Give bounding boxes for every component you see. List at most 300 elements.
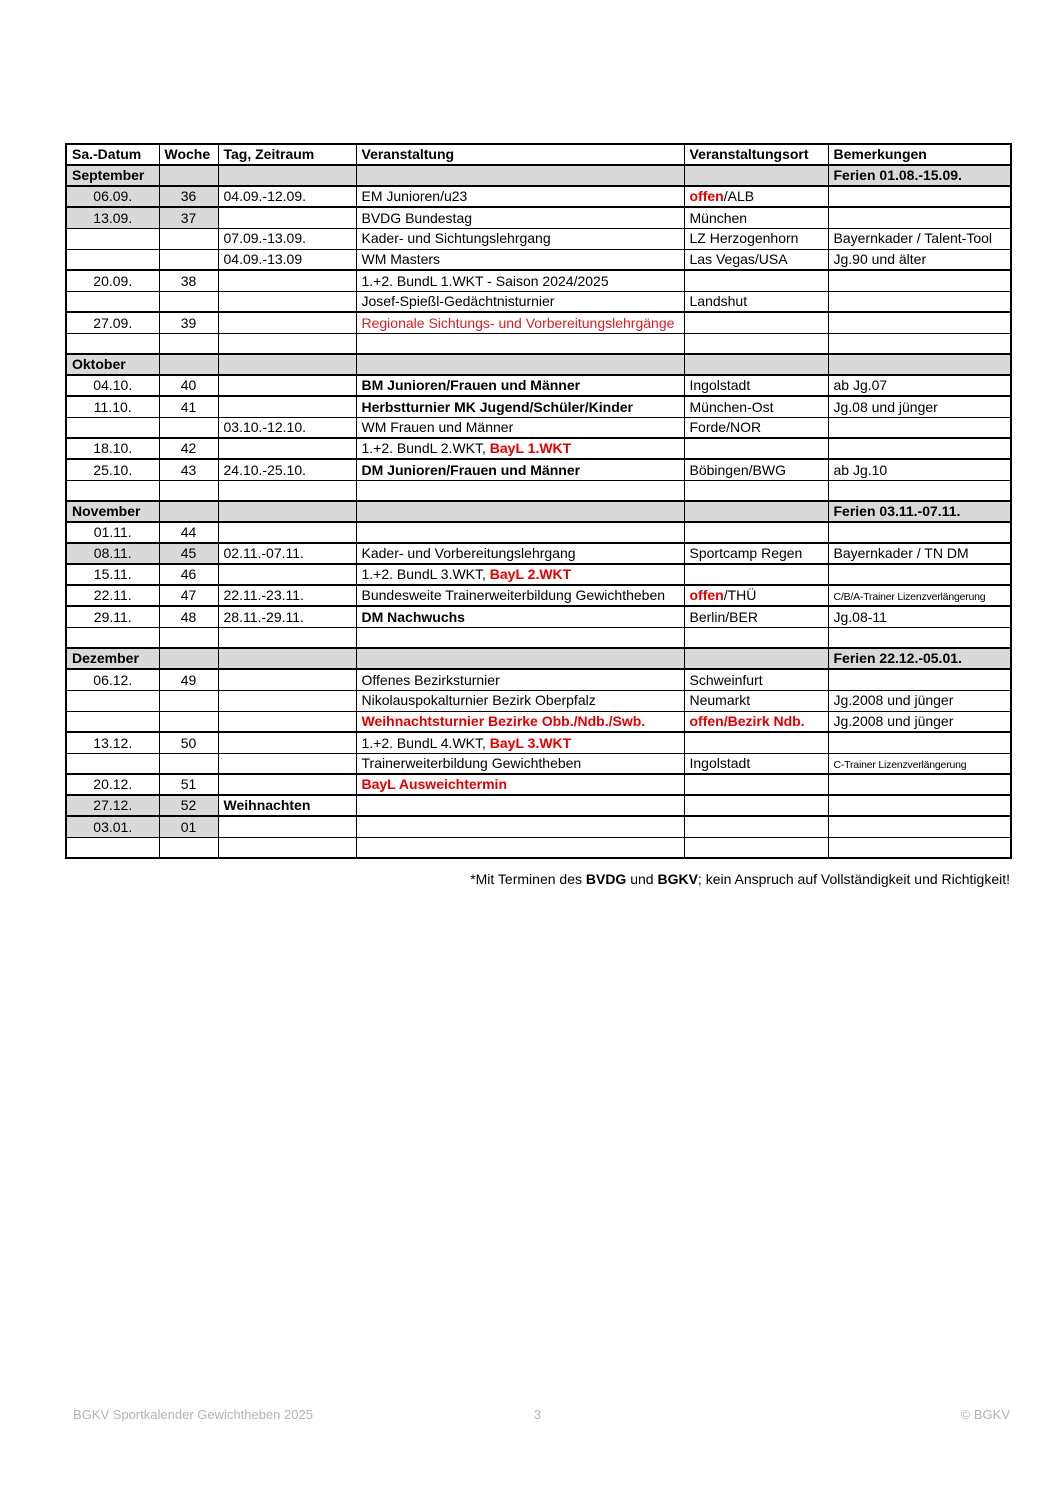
text-segment: Herbstturnier MK Jugend/Schüler/Kinder bbox=[361, 398, 633, 415]
month-row bbox=[66, 501, 1011, 522]
text-segment: /ALB bbox=[723, 188, 755, 205]
event-row bbox=[66, 249, 1011, 270]
text-segment: Jg.08-11 bbox=[833, 608, 887, 625]
event-row bbox=[66, 522, 1011, 543]
text-segment: Ferien 03.11.-07.11. bbox=[833, 503, 961, 520]
text-segment: LZ Herzogenhorn bbox=[689, 230, 799, 247]
text-segment: offen bbox=[689, 188, 724, 205]
date-cell: 13.12. bbox=[66, 732, 159, 753]
text-segment: München-Ost bbox=[689, 398, 774, 415]
remarks-cell bbox=[828, 669, 1011, 690]
event-cell bbox=[356, 774, 684, 795]
remarks-cell bbox=[828, 291, 1011, 312]
event-cell bbox=[356, 291, 684, 312]
period-cell bbox=[218, 291, 356, 312]
remarks-cell bbox=[828, 585, 1011, 606]
location-cell bbox=[684, 417, 828, 438]
date-cell: 04.10. bbox=[66, 375, 159, 396]
remarks-cell bbox=[828, 312, 1011, 333]
period-cell bbox=[218, 711, 356, 732]
remarks-cell bbox=[828, 753, 1011, 774]
event-row bbox=[66, 690, 1011, 711]
date-cell bbox=[66, 417, 159, 438]
text-segment: EM Junioren/u23 bbox=[361, 188, 468, 205]
text-segment: Jg.2008 und jünger bbox=[833, 713, 954, 730]
week-cell: 41 bbox=[159, 396, 218, 417]
event-row bbox=[66, 270, 1011, 291]
column-header: Bemerkungen bbox=[828, 144, 1011, 165]
text-segment: BVDG bbox=[585, 871, 627, 887]
remarks-cell bbox=[828, 690, 1011, 711]
text-segment: 22.11.-23.11. bbox=[223, 587, 304, 604]
event-cell bbox=[356, 333, 684, 354]
event-cell bbox=[356, 795, 684, 816]
remarks-cell bbox=[828, 480, 1011, 501]
text-segment: Ingolstadt bbox=[689, 377, 751, 394]
footer-document-title: BGKV Sportkalender Gewichtheben 2025 bbox=[73, 1407, 313, 1422]
period-cell bbox=[218, 186, 356, 207]
date-cell bbox=[66, 291, 159, 312]
location-cell bbox=[684, 774, 828, 795]
month-row bbox=[66, 354, 1011, 375]
period-cell bbox=[218, 165, 356, 186]
spacer-row bbox=[66, 333, 1011, 354]
date-cell: 25.10. bbox=[66, 459, 159, 480]
footer-copyright: © BGKV bbox=[960, 1407, 1010, 1422]
event-row bbox=[66, 816, 1011, 837]
event-cell bbox=[356, 228, 684, 249]
location-cell bbox=[684, 165, 828, 186]
spacer-row bbox=[66, 480, 1011, 501]
text-segment: Josef-Spießl-Gedächtnisturnier bbox=[361, 293, 555, 310]
remarks-cell bbox=[828, 795, 1011, 816]
location-cell bbox=[684, 585, 828, 606]
text-segment: Ferien 22.12.-05.01. bbox=[833, 650, 962, 667]
event-row bbox=[66, 669, 1011, 690]
text-segment: Sportcamp Regen bbox=[689, 545, 803, 562]
date-cell: 27.12. bbox=[66, 795, 159, 816]
period-cell bbox=[218, 375, 356, 396]
text-segment: Bundesweite Trainerweiterbildung Gewichtheben bbox=[361, 587, 666, 604]
week-cell bbox=[159, 354, 218, 375]
text-segment: 04.09.-13.09 bbox=[223, 251, 303, 268]
event-cell bbox=[356, 270, 684, 291]
text-segment: DM Junioren/Frauen und Männer bbox=[361, 461, 581, 478]
location-cell bbox=[684, 711, 828, 732]
text-segment: 28.11.-29.11. bbox=[223, 608, 304, 625]
date-cell: 11.10. bbox=[66, 396, 159, 417]
date-cell: 18.10. bbox=[66, 438, 159, 459]
event-row bbox=[66, 312, 1011, 333]
text-segment: Berlin/BER bbox=[689, 608, 758, 625]
period-cell bbox=[218, 648, 356, 669]
week-cell bbox=[159, 333, 218, 354]
location-cell bbox=[684, 732, 828, 753]
date-cell bbox=[66, 627, 159, 648]
event-row bbox=[66, 438, 1011, 459]
remarks-cell bbox=[828, 375, 1011, 396]
column-header: Sa.-Datum bbox=[66, 144, 159, 165]
location-cell bbox=[684, 480, 828, 501]
event-cell bbox=[356, 564, 684, 585]
period-cell bbox=[218, 627, 356, 648]
text-segment: 04.09.-12.09. bbox=[223, 188, 307, 205]
column-header: Woche bbox=[159, 144, 218, 165]
week-cell: 37 bbox=[159, 207, 218, 228]
text-segment: offen/Bezirk Ndb. bbox=[689, 713, 805, 730]
week-cell bbox=[159, 480, 218, 501]
location-cell bbox=[684, 228, 828, 249]
text-segment: München bbox=[689, 209, 748, 226]
period-cell bbox=[218, 396, 356, 417]
text-segment: BayL 2.WKT bbox=[489, 566, 572, 583]
remarks-cell bbox=[828, 711, 1011, 732]
event-cell bbox=[356, 354, 684, 375]
remarks-cell bbox=[828, 333, 1011, 354]
text-segment: Las Vegas/USA bbox=[689, 251, 788, 268]
event-row bbox=[66, 543, 1011, 564]
location-cell bbox=[684, 207, 828, 228]
location-cell bbox=[684, 459, 828, 480]
remarks-cell bbox=[828, 606, 1011, 627]
text-segment: BGKV bbox=[657, 871, 698, 887]
remarks-cell bbox=[828, 438, 1011, 459]
location-cell bbox=[684, 837, 828, 858]
event-row bbox=[66, 375, 1011, 396]
text-segment: Ingolstadt bbox=[689, 755, 751, 772]
event-cell bbox=[356, 501, 684, 522]
date-cell: 08.11. bbox=[66, 543, 159, 564]
event-cell bbox=[356, 669, 684, 690]
event-row bbox=[66, 774, 1011, 795]
month-label-cell: September bbox=[66, 165, 159, 186]
week-cell: 46 bbox=[159, 564, 218, 585]
text-segment: BayL Ausweichtermin bbox=[361, 776, 507, 793]
text-segment: 1.+2. BundL 2.WKT, bbox=[361, 440, 490, 457]
event-row bbox=[66, 606, 1011, 627]
week-cell: 39 bbox=[159, 312, 218, 333]
remarks-cell bbox=[828, 816, 1011, 837]
text-segment: WM Masters bbox=[361, 251, 441, 268]
text-segment: Weihnachten bbox=[223, 797, 311, 814]
column-header: Veranstaltungsort bbox=[684, 144, 828, 165]
week-cell bbox=[159, 753, 218, 774]
sport-calendar-table bbox=[65, 143, 1012, 859]
month-row bbox=[66, 165, 1011, 186]
text-segment: 07.09.-13.09. bbox=[223, 230, 307, 247]
event-cell bbox=[356, 312, 684, 333]
period-cell bbox=[218, 333, 356, 354]
text-segment: 03.10.-12.10. bbox=[223, 419, 307, 436]
event-cell bbox=[356, 648, 684, 669]
event-cell bbox=[356, 396, 684, 417]
week-cell bbox=[159, 249, 218, 270]
location-cell bbox=[684, 333, 828, 354]
date-cell: 15.11. bbox=[66, 564, 159, 585]
text-segment: *Mit Terminen des bbox=[470, 871, 586, 887]
week-cell: 49 bbox=[159, 669, 218, 690]
remarks-cell bbox=[828, 354, 1011, 375]
location-cell bbox=[684, 669, 828, 690]
date-cell bbox=[66, 837, 159, 858]
text-segment: Bayernkader / Talent-Tool bbox=[833, 230, 992, 247]
event-cell bbox=[356, 816, 684, 837]
location-cell bbox=[684, 249, 828, 270]
week-cell: 52 bbox=[159, 795, 218, 816]
week-cell bbox=[159, 291, 218, 312]
date-cell: 06.12. bbox=[66, 669, 159, 690]
remarks-cell bbox=[828, 837, 1011, 858]
event-cell bbox=[356, 165, 684, 186]
event-cell bbox=[356, 186, 684, 207]
event-cell bbox=[356, 837, 684, 858]
column-header: Tag, Zeitraum bbox=[218, 144, 356, 165]
event-row bbox=[66, 228, 1011, 249]
week-cell: 36 bbox=[159, 186, 218, 207]
text-segment: Weihnachtsturnier Bezirke Obb./Ndb./Swb. bbox=[361, 713, 646, 730]
event-row bbox=[66, 585, 1011, 606]
text-segment: Nikolauspokalturnier Bezirk Oberpfalz bbox=[361, 692, 596, 709]
month-row bbox=[66, 648, 1011, 669]
location-cell bbox=[684, 396, 828, 417]
period-cell bbox=[218, 249, 356, 270]
location-cell bbox=[684, 291, 828, 312]
week-cell: 47 bbox=[159, 585, 218, 606]
week-cell bbox=[159, 690, 218, 711]
period-cell bbox=[218, 480, 356, 501]
week-cell: 40 bbox=[159, 375, 218, 396]
text-segment: Kader- und Vorbereitungslehrgang bbox=[361, 545, 576, 562]
period-cell bbox=[218, 585, 356, 606]
event-cell bbox=[356, 249, 684, 270]
week-cell: 45 bbox=[159, 543, 218, 564]
remarks-cell bbox=[828, 732, 1011, 753]
remarks-cell bbox=[828, 186, 1011, 207]
date-cell bbox=[66, 690, 159, 711]
text-segment: Böbingen/BWG bbox=[689, 461, 786, 478]
period-cell bbox=[218, 438, 356, 459]
period-cell bbox=[218, 417, 356, 438]
week-cell: 48 bbox=[159, 606, 218, 627]
remarks-cell bbox=[828, 501, 1011, 522]
event-row bbox=[66, 396, 1011, 417]
period-cell bbox=[218, 459, 356, 480]
period-cell bbox=[218, 522, 356, 543]
location-cell bbox=[684, 522, 828, 543]
location-cell bbox=[684, 753, 828, 774]
period-cell bbox=[218, 606, 356, 627]
location-cell bbox=[684, 186, 828, 207]
week-cell bbox=[159, 627, 218, 648]
date-cell: 01.11. bbox=[66, 522, 159, 543]
period-cell bbox=[218, 270, 356, 291]
week-cell: 43 bbox=[159, 459, 218, 480]
event-cell bbox=[356, 627, 684, 648]
remarks-cell bbox=[828, 417, 1011, 438]
location-cell bbox=[684, 627, 828, 648]
text-segment: BayL 3.WKT bbox=[489, 734, 572, 751]
text-segment: BM Junioren/Frauen und Männer bbox=[361, 377, 581, 394]
text-segment: Offenes Bezirksturnier bbox=[361, 671, 500, 688]
footnote bbox=[65, 871, 1010, 887]
text-segment: und bbox=[626, 871, 658, 887]
event-row bbox=[66, 291, 1011, 312]
text-segment: Jg.90 und älter bbox=[833, 251, 927, 268]
event-row bbox=[66, 207, 1011, 228]
remarks-cell bbox=[828, 648, 1011, 669]
text-segment: Ferien 01.08.-15.09. bbox=[833, 167, 962, 184]
location-cell bbox=[684, 375, 828, 396]
week-cell bbox=[159, 417, 218, 438]
spacer-row bbox=[66, 627, 1011, 648]
text-segment: Schweinfurt bbox=[689, 671, 763, 688]
week-cell bbox=[159, 837, 218, 858]
period-cell bbox=[218, 816, 356, 837]
text-segment: WM Frauen und Männer bbox=[361, 419, 514, 436]
date-cell bbox=[66, 333, 159, 354]
text-segment: 24.10.-25.10. bbox=[223, 461, 307, 478]
text-segment: Kader- und Sichtungslehrgang bbox=[361, 230, 551, 247]
text-segment: Trainerweiterbildung Gewichtheben bbox=[361, 755, 582, 772]
week-cell bbox=[159, 228, 218, 249]
text-segment: BayL 1.WKT bbox=[489, 440, 572, 457]
location-cell bbox=[684, 795, 828, 816]
text-segment: 02.11.-07.11. bbox=[223, 545, 304, 562]
text-segment: offen bbox=[689, 587, 724, 604]
spacer-row bbox=[66, 837, 1011, 858]
month-label-cell: Oktober bbox=[66, 354, 159, 375]
date-cell: 22.11. bbox=[66, 585, 159, 606]
remarks-cell bbox=[828, 165, 1011, 186]
text-segment: Regionale Sichtungs- und Vorbereitungslehrgänge bbox=[361, 314, 675, 331]
period-cell bbox=[218, 732, 356, 753]
event-cell bbox=[356, 207, 684, 228]
event-cell bbox=[356, 732, 684, 753]
date-cell bbox=[66, 228, 159, 249]
remarks-cell bbox=[828, 249, 1011, 270]
event-row bbox=[66, 186, 1011, 207]
date-cell: 13.09. bbox=[66, 207, 159, 228]
text-segment: ab Jg.07 bbox=[833, 377, 888, 394]
period-cell bbox=[218, 564, 356, 585]
event-cell bbox=[356, 690, 684, 711]
table-header-row bbox=[66, 144, 1011, 165]
event-cell bbox=[356, 438, 684, 459]
location-cell bbox=[684, 543, 828, 564]
date-cell bbox=[66, 249, 159, 270]
remarks-cell bbox=[828, 207, 1011, 228]
period-cell bbox=[218, 774, 356, 795]
date-cell bbox=[66, 480, 159, 501]
event-row bbox=[66, 711, 1011, 732]
period-cell bbox=[218, 690, 356, 711]
week-cell bbox=[159, 165, 218, 186]
week-cell: 01 bbox=[159, 816, 218, 837]
period-cell bbox=[218, 207, 356, 228]
text-segment: 1.+2. BundL 3.WKT, bbox=[361, 566, 490, 583]
date-cell: 20.12. bbox=[66, 774, 159, 795]
event-row bbox=[66, 753, 1011, 774]
text-segment: Landshut bbox=[689, 293, 748, 310]
location-cell bbox=[684, 606, 828, 627]
week-cell: 51 bbox=[159, 774, 218, 795]
date-cell bbox=[66, 711, 159, 732]
remarks-cell bbox=[828, 522, 1011, 543]
text-segment: Bayernkader / TN DM bbox=[833, 545, 969, 562]
text-segment: 1.+2. BundL 1.WKT - Saison 2024/2025 bbox=[361, 272, 609, 289]
week-cell bbox=[159, 711, 218, 732]
date-cell: 03.01. bbox=[66, 816, 159, 837]
text-segment: DM Nachwuchs bbox=[361, 608, 465, 625]
event-cell bbox=[356, 711, 684, 732]
text-segment: ; kein Anspruch auf Vollständigkeit und Richtigkeit! bbox=[697, 871, 1010, 887]
location-cell bbox=[684, 690, 828, 711]
remarks-cell bbox=[828, 564, 1011, 585]
event-cell bbox=[356, 606, 684, 627]
event-cell bbox=[356, 375, 684, 396]
week-cell: 38 bbox=[159, 270, 218, 291]
text-segment: Forde/NOR bbox=[689, 419, 762, 436]
remarks-cell bbox=[828, 396, 1011, 417]
period-cell bbox=[218, 669, 356, 690]
date-cell: 29.11. bbox=[66, 606, 159, 627]
event-cell bbox=[356, 543, 684, 564]
period-cell bbox=[218, 228, 356, 249]
remarks-cell bbox=[828, 543, 1011, 564]
location-cell bbox=[684, 648, 828, 669]
text-segment: BVDG Bundestag bbox=[361, 209, 473, 226]
event-cell bbox=[356, 417, 684, 438]
week-cell: 42 bbox=[159, 438, 218, 459]
page-footer bbox=[65, 1407, 1010, 1427]
location-cell bbox=[684, 564, 828, 585]
event-row bbox=[66, 564, 1011, 585]
remarks-cell bbox=[828, 270, 1011, 291]
event-cell bbox=[356, 753, 684, 774]
period-cell bbox=[218, 753, 356, 774]
event-row bbox=[66, 417, 1011, 438]
remarks-cell bbox=[828, 627, 1011, 648]
week-cell bbox=[159, 501, 218, 522]
text-segment: C/B/A-Trainer Lizenzverlängerung bbox=[833, 591, 986, 604]
period-cell bbox=[218, 312, 356, 333]
month-label-cell: Dezember bbox=[66, 648, 159, 669]
date-cell bbox=[66, 753, 159, 774]
remarks-cell bbox=[828, 774, 1011, 795]
location-cell bbox=[684, 354, 828, 375]
event-cell bbox=[356, 459, 684, 480]
text-segment: Jg.08 und jünger bbox=[833, 398, 938, 415]
footer-page-number: 3 bbox=[533, 1407, 542, 1422]
date-cell: 27.09. bbox=[66, 312, 159, 333]
event-cell bbox=[356, 522, 684, 543]
remarks-cell bbox=[828, 228, 1011, 249]
month-label-cell: November bbox=[66, 501, 159, 522]
period-cell bbox=[218, 501, 356, 522]
location-cell bbox=[684, 501, 828, 522]
date-cell: 20.09. bbox=[66, 270, 159, 291]
event-row bbox=[66, 732, 1011, 753]
period-cell bbox=[218, 837, 356, 858]
period-cell bbox=[218, 543, 356, 564]
column-header: Veranstaltung bbox=[356, 144, 684, 165]
text-segment: Jg.2008 und jünger bbox=[833, 692, 954, 709]
event-cell bbox=[356, 480, 684, 501]
week-cell bbox=[159, 648, 218, 669]
text-segment: ab Jg.10 bbox=[833, 461, 888, 478]
text-segment: C-Trainer Lizenzverlängerung bbox=[833, 759, 967, 772]
week-cell: 44 bbox=[159, 522, 218, 543]
